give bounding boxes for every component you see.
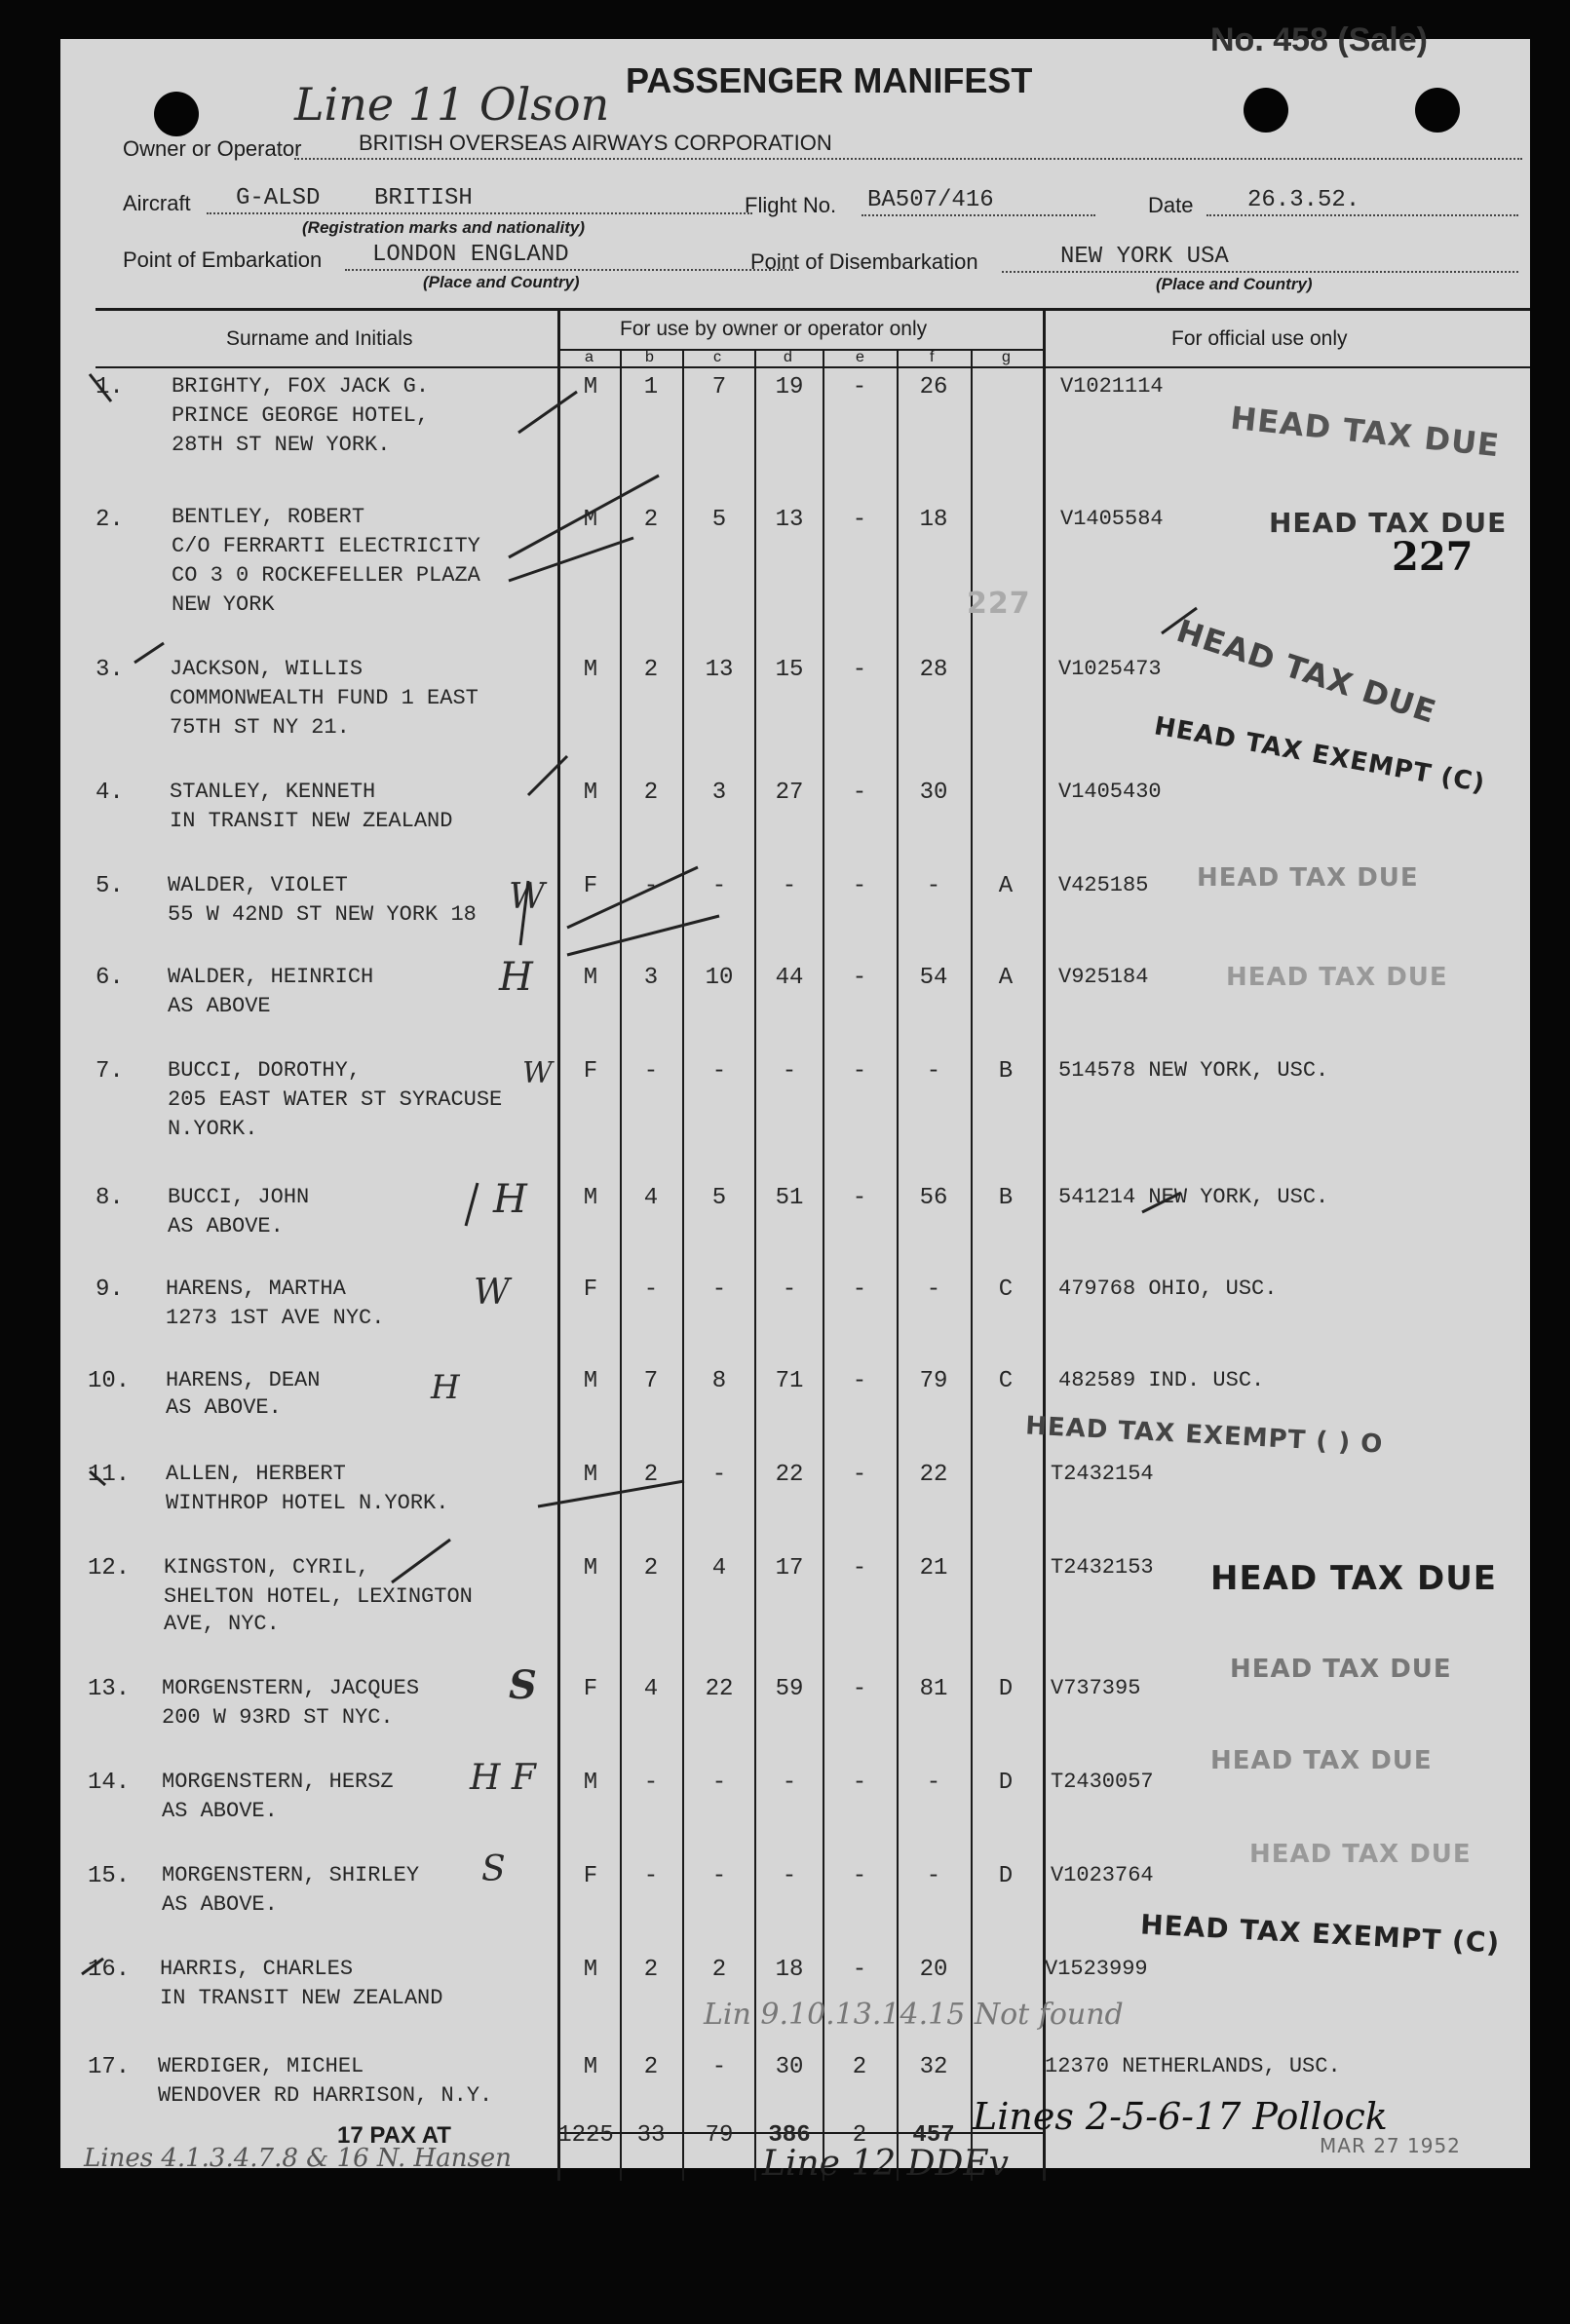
subcol-f: f: [930, 349, 935, 365]
cell-c: -: [711, 1863, 727, 1889]
cell-f: -: [926, 1863, 941, 1889]
handwritten-mark: S: [509, 1662, 537, 1708]
form-number: No. 458 (Sale): [1210, 21, 1428, 58]
subcol-e: e: [856, 349, 864, 365]
embarkation-label: Point of Embarkation: [123, 248, 323, 272]
official-number: 514578 NEW YORK, USC.: [1058, 1058, 1329, 1083]
cell-a: M: [583, 1368, 598, 1394]
official-number: V1405584: [1060, 507, 1164, 531]
passenger-name: HARENS, MARTHA: [166, 1276, 346, 1301]
aircraft-note: (Registration marks and nationality): [302, 218, 585, 237]
official-number: 482589 IND. USC.: [1058, 1368, 1265, 1392]
manifest-sheet: [60, 21, 1530, 2184]
cell-a: M: [583, 1185, 598, 1211]
cell-b: 7: [643, 1368, 659, 1394]
cell-c: 2: [711, 1957, 727, 1983]
row-number: 11.: [88, 1462, 131, 1488]
col-header-operator: For use by owner or operator only: [620, 318, 928, 340]
cell-c: -: [711, 1462, 727, 1488]
cell-e: -: [852, 780, 867, 806]
passenger-name: WALDER, VIOLET: [168, 873, 348, 897]
stamp-head-tax-exempt: HEAD TAX EXEMPT (C): [1152, 711, 1488, 799]
cell-f: 30: [919, 780, 948, 806]
row-number: 7.: [96, 1058, 124, 1085]
passenger-address: 205 EAST WATER ST SYRACUSE: [168, 1087, 503, 1112]
passenger-address: COMMONWEALTH FUND 1 EAST: [170, 686, 479, 710]
passenger-name: JACKSON, WILLIS: [170, 657, 364, 681]
cell-f: 79: [919, 1368, 948, 1394]
cell-b: 2: [643, 1957, 659, 1983]
flight-label: Flight No.: [745, 193, 837, 217]
row-number: 16.: [88, 1957, 131, 1983]
cell-b: 3: [643, 965, 659, 991]
official-number: T2430057: [1051, 1770, 1154, 1794]
passenger-address: AS ABOVE: [168, 994, 271, 1018]
stamp-head-tax-due: HEAD TAX DUE: [1197, 863, 1419, 893]
passenger-address: 75TH ST NY 21.: [170, 715, 350, 740]
passenger-address: PRINCE GEORGE HOTEL,: [172, 403, 430, 428]
cell-d: 51: [775, 1185, 804, 1211]
cell-b: 4: [643, 1676, 659, 1702]
cell-c: 3: [711, 780, 727, 806]
passenger-address: WENDOVER RD HARRISON, N.Y.: [158, 2083, 493, 2108]
cell-e: -: [852, 1185, 867, 1211]
passenger-address: 200 W 93RD ST NYC.: [162, 1705, 394, 1730]
cell-c: 8: [711, 1368, 727, 1394]
official-number: V1021114: [1060, 374, 1164, 399]
official-number: T2432153: [1051, 1555, 1154, 1580]
cell-b: -: [643, 1276, 659, 1303]
subcol-c: c: [713, 349, 721, 365]
passenger-address: AS ABOVE.: [166, 1395, 282, 1420]
cell-c: 7: [711, 374, 727, 400]
cell-e: -: [852, 965, 867, 991]
passenger-address: 28TH ST NEW YORK.: [172, 433, 391, 457]
cell-e: -: [852, 1555, 867, 1581]
row-number: 14.: [88, 1770, 131, 1796]
cell-b: 2: [643, 2054, 659, 2080]
page-title: PASSENGER MANIFEST: [626, 60, 1033, 100]
passenger-name: HARENS, DEAN: [166, 1368, 321, 1392]
cell-a: M: [583, 965, 598, 991]
passenger-name: BENTLEY, ROBERT: [172, 505, 365, 529]
cell-c: -: [711, 1770, 727, 1796]
total-f: 457: [912, 2122, 955, 2149]
cell-g: D: [998, 1863, 1014, 1889]
col-header-surname: Surname and Initials: [226, 327, 413, 350]
cell-f: 26: [919, 374, 948, 400]
embarkation-note: (Place and Country): [423, 273, 580, 291]
cell-c: -: [711, 2054, 727, 2080]
row-number: 12.: [88, 1555, 131, 1581]
handwritten-mark: H F: [470, 1758, 536, 1798]
handwritten-mark: H: [431, 1368, 460, 1407]
handwritten-mark: S: [481, 1849, 506, 1889]
passenger-address: AS ABOVE.: [162, 1799, 278, 1823]
cell-c: -: [711, 1276, 727, 1303]
cell-g: A: [998, 873, 1014, 899]
totals-label: 17 PAX AT: [337, 2122, 451, 2149]
cell-d: 30: [775, 2054, 804, 2080]
cell-a: F: [583, 1058, 598, 1085]
owner-value: BRITISH OVERSEAS AIRWAYS CORPORATION: [359, 131, 832, 155]
cell-d: -: [782, 1276, 797, 1303]
cell-e: -: [852, 507, 867, 533]
stamp-head-tax-due: HEAD TAX DUE: [1249, 1840, 1472, 1869]
cell-b: 2: [643, 507, 659, 533]
cell-c: 13: [705, 657, 734, 683]
cell-e: -: [852, 1368, 867, 1394]
stamp-head-tax-due: HEAD TAX DUE: [1210, 1559, 1498, 1598]
passenger-name: MORGENSTERN, JACQUES: [162, 1676, 420, 1700]
cell-e: -: [852, 657, 867, 683]
cell-b: -: [643, 1058, 659, 1085]
cell-a: M: [583, 1462, 598, 1488]
cell-f: 18: [919, 507, 948, 533]
official-number: 12370 NETHERLANDS, USC.: [1045, 2054, 1341, 2078]
handwritten-line-note: Line 11 Olson: [294, 78, 610, 131]
cell-f: 22: [919, 1462, 948, 1488]
official-number: V1523999: [1045, 1957, 1148, 1981]
cell-a: M: [583, 374, 598, 400]
cell-e: -: [852, 374, 867, 400]
passenger-name: ALLEN, HERBERT: [166, 1462, 346, 1486]
handwritten-signature-left: Lines 4.1.3.4.7.8 & 16 N. Hansen: [84, 2144, 512, 2173]
cell-a: M: [583, 1555, 598, 1581]
aircraft-nationality: BRITISH: [374, 185, 473, 211]
cell-d: -: [782, 873, 797, 899]
cell-b: -: [643, 1863, 659, 1889]
passenger-address: 55 W 42ND ST NEW YORK 18: [168, 902, 477, 927]
owner-label: Owner or Operator: [123, 136, 302, 161]
cell-d: -: [782, 1863, 797, 1889]
row-number: 6.: [96, 965, 124, 991]
cell-g: C: [998, 1368, 1014, 1394]
cell-f: 21: [919, 1555, 948, 1581]
passenger-address: AS ABOVE.: [162, 1892, 278, 1917]
handwritten-mark: H: [499, 955, 533, 1000]
cell-c: 4: [711, 1555, 727, 1581]
date-stamp: MAR 27 1952: [1320, 2134, 1461, 2157]
disembarkation-label: Point of Disembarkation: [750, 249, 978, 274]
cell-e: -: [852, 1276, 867, 1303]
cell-f: -: [926, 1058, 941, 1085]
passenger-address: AS ABOVE.: [168, 1214, 284, 1238]
cell-d: 22: [775, 1462, 804, 1488]
official-number: V737395: [1051, 1676, 1141, 1700]
cell-g: D: [998, 1676, 1014, 1702]
date-value: 26.3.52.: [1247, 187, 1360, 213]
handwritten-not-found: Lin 9.10.13.14.15 Not found: [704, 1998, 1124, 2032]
passenger-address: C/O FERRARTI ELECTRICITY: [172, 534, 480, 558]
row-number: 1.: [96, 374, 124, 400]
passenger-name: WERDIGER, MICHEL: [158, 2054, 364, 2078]
handwritten-mark: W: [522, 1056, 553, 1090]
cell-b: -: [643, 1770, 659, 1796]
passenger-address: N.YORK.: [168, 1117, 258, 1141]
row-number: 8.: [96, 1185, 124, 1211]
passenger-name: MORGENSTERN, HERSZ: [162, 1770, 394, 1794]
official-number: V925184: [1058, 965, 1149, 989]
passenger-address: IN TRANSIT NEW ZEALAND: [170, 809, 453, 833]
total-b: 33: [636, 2122, 666, 2149]
cell-b: 2: [643, 1555, 659, 1581]
embarkation-value: LONDON ENGLAND: [372, 242, 569, 268]
subcol-a: a: [585, 349, 594, 365]
pen-strokes: [60, 39, 1530, 2168]
official-number: 541214 NEW YORK, USC.: [1058, 1185, 1329, 1209]
col-header-official: For official use only: [1171, 327, 1348, 350]
cell-f: 81: [919, 1676, 948, 1702]
total-e: 2: [852, 2122, 867, 2149]
handwritten-signature-right: Lines 2-5-6-17 Pollock: [973, 2095, 1388, 2138]
passenger-name: BUCCI, DOROTHY,: [168, 1058, 362, 1083]
cell-b: 4: [643, 1185, 659, 1211]
cell-a: F: [583, 873, 598, 899]
date-label: Date: [1148, 193, 1194, 217]
stamp-head-tax-due: HEAD TAX DUE: [1210, 1746, 1433, 1775]
cell-e: -: [852, 873, 867, 899]
cell-a: M: [583, 657, 598, 683]
row-number: 2.: [96, 507, 124, 533]
stamp-head-tax-due: HEAD TAX DUE: [1171, 612, 1441, 731]
passenger-name: HARRIS, CHARLES: [160, 1957, 354, 1981]
cell-d: 19: [775, 374, 804, 400]
stamp-head-tax-exempt: HEAD TAX EXEMPT (C): [1139, 1908, 1501, 1960]
passenger-name: BUCCI, JOHN: [168, 1185, 310, 1209]
cell-f: 54: [919, 965, 948, 991]
cell-d: 15: [775, 657, 804, 683]
cell-g: A: [998, 965, 1014, 991]
cell-e: -: [852, 1863, 867, 1889]
cell-b: 1: [643, 374, 659, 400]
row-number: 17.: [88, 2054, 131, 2080]
cell-f: -: [926, 1276, 941, 1303]
passenger-address: WINTHROP HOTEL N.YORK.: [166, 1491, 449, 1515]
row-number: 13.: [88, 1676, 131, 1702]
stamp-head-tax-due: HEAD TAX DUE: [1228, 399, 1502, 465]
row-number: 9.: [96, 1276, 124, 1303]
cell-a: F: [583, 1863, 598, 1889]
cell-c: 5: [711, 507, 727, 533]
passenger-name: MORGENSTERN, SHIRLEY: [162, 1863, 420, 1887]
passenger-address: SHELTON HOTEL, LEXINGTON: [164, 1584, 473, 1609]
row-number: 15.: [88, 1863, 131, 1889]
cell-a: M: [583, 1957, 598, 1983]
cell-c: 5: [711, 1185, 727, 1211]
cell-g: B: [998, 1185, 1014, 1211]
cell-a: M: [583, 2054, 598, 2080]
cell-d: 59: [775, 1676, 804, 1702]
cell-d: 27: [775, 780, 804, 806]
passenger-name: WALDER, HEINRICH: [168, 965, 374, 989]
aircraft-label: Aircraft: [123, 191, 191, 215]
stamp-head-tax-due: HEAD TAX DUE: [1269, 507, 1508, 539]
cell-b: 2: [643, 780, 659, 806]
cell-d: -: [782, 1770, 797, 1796]
cell-e: -: [852, 1676, 867, 1702]
total-d: 386: [768, 2122, 811, 2149]
cell-b: -: [643, 873, 659, 899]
handwritten-signature-mid: Line 12 DDEv: [762, 2144, 1009, 2184]
passenger-name: BRIGHTY, FOX JACK G.: [172, 374, 430, 399]
handwritten-mark: W: [474, 1273, 511, 1313]
stamp-head-tax-exempt: HEAD TAX EXEMPT ( ) O: [1024, 1411, 1385, 1460]
official-number: V1405430: [1058, 780, 1162, 804]
handwritten-mark: H: [493, 1177, 527, 1222]
subcol-b: b: [645, 349, 654, 365]
passenger-address: IN TRANSIT NEW ZEALAND: [160, 1986, 443, 2010]
stamp-head-tax-due: HEAD TAX DUE: [1226, 963, 1448, 992]
cell-g: D: [998, 1770, 1014, 1796]
stamp-ghost-number: 227: [967, 587, 1031, 621]
row-number: 3.: [96, 657, 124, 683]
passenger-address: AVE, NYC.: [164, 1612, 280, 1636]
official-number: V1023764: [1051, 1863, 1154, 1887]
official-number: 479768 OHIO, USC.: [1058, 1276, 1278, 1301]
cell-a: F: [583, 1276, 598, 1303]
cell-d: 18: [775, 1957, 804, 1983]
cell-c: 10: [705, 965, 734, 991]
cell-c: -: [711, 873, 727, 899]
cell-g: B: [998, 1058, 1014, 1085]
row-number: 10.: [88, 1368, 131, 1394]
cell-d: 44: [775, 965, 804, 991]
flight-number: BA507/416: [867, 187, 994, 213]
cell-e: 2: [852, 2054, 867, 2080]
cell-e: -: [852, 1770, 867, 1796]
stamp-number: 227: [1392, 534, 1474, 580]
official-number: T2432154: [1051, 1462, 1154, 1486]
cell-c: -: [711, 1058, 727, 1085]
cell-g: C: [998, 1276, 1014, 1303]
cell-f: 56: [919, 1185, 948, 1211]
official-number: V1025473: [1058, 657, 1162, 681]
cell-b: 2: [643, 657, 659, 683]
row-number: 5.: [96, 873, 124, 899]
passenger-name: STANLEY, KENNETH: [170, 780, 376, 804]
cell-f: 32: [919, 2054, 948, 2080]
disembarkation-note: (Place and Country): [1156, 275, 1313, 293]
passenger-address: 1273 1ST AVE NYC.: [166, 1306, 385, 1330]
cell-d: 13: [775, 507, 804, 533]
row-number: 4.: [96, 780, 124, 806]
subcol-g: g: [1002, 349, 1011, 365]
disembarkation-value: NEW YORK USA: [1060, 244, 1229, 270]
cell-d: -: [782, 1058, 797, 1085]
total-c: 79: [705, 2122, 734, 2149]
cell-f: 28: [919, 657, 948, 683]
passenger-address: CO 3 0 ROCKEFELLER PLAZA: [172, 563, 480, 588]
stamp-head-tax-due: HEAD TAX DUE: [1230, 1655, 1452, 1684]
cell-e: -: [852, 1058, 867, 1085]
aircraft-registration: G-ALSD: [236, 185, 321, 211]
cell-d: 17: [775, 1555, 804, 1581]
handwritten-mark: W: [509, 877, 546, 917]
cell-a: M: [583, 780, 598, 806]
cell-e: -: [852, 1462, 867, 1488]
cell-f: 20: [919, 1957, 948, 1983]
subcol-d: d: [784, 349, 792, 365]
cell-b: 2: [643, 1462, 659, 1488]
cell-a: M: [583, 1770, 598, 1796]
cell-f: -: [926, 873, 941, 899]
passenger-address: NEW YORK: [172, 592, 275, 617]
cell-d: 71: [775, 1368, 804, 1394]
cell-a: F: [583, 1676, 598, 1702]
cell-e: -: [852, 1957, 867, 1983]
cell-a: M: [583, 507, 598, 533]
cell-c: 22: [705, 1676, 734, 1702]
total-a: 1225: [557, 2122, 614, 2149]
official-number: V425185: [1058, 873, 1149, 897]
passenger-name: KINGSTON, CYRIL,: [164, 1555, 370, 1580]
cell-f: -: [926, 1770, 941, 1796]
